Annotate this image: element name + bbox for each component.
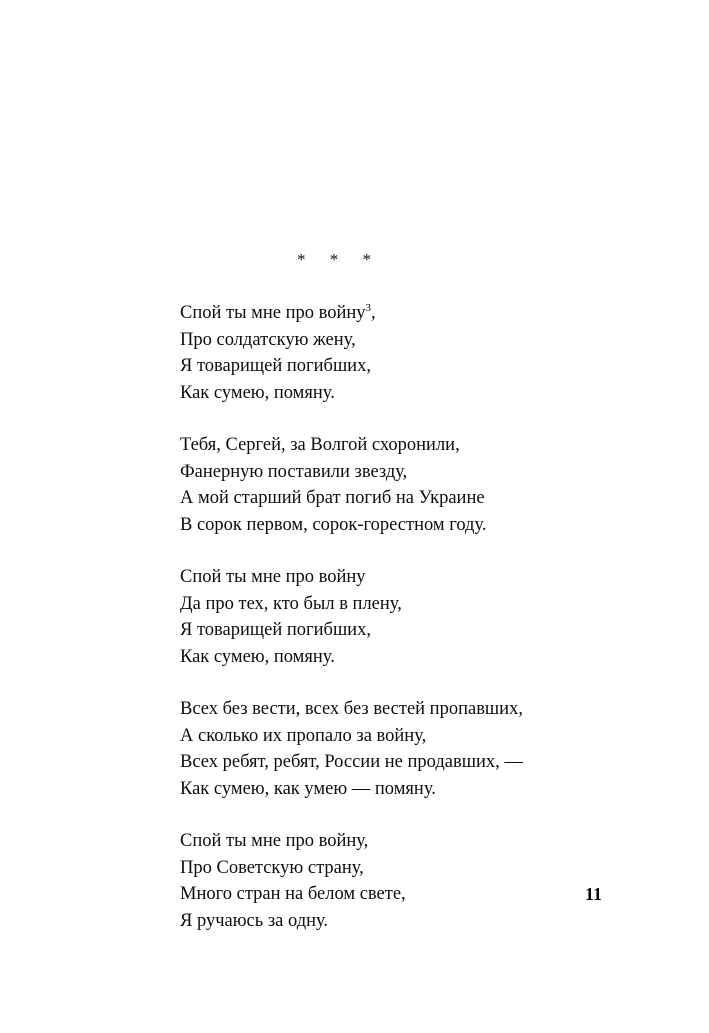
poem-line <box>180 696 640 723</box>
poem-line <box>180 380 640 407</box>
poem-line-text: Как сумею, помяну. <box>180 646 335 667</box>
poem-line <box>180 564 640 591</box>
poem-line-text: Фанерную поставили звезду, <box>180 461 408 482</box>
poem-line-text: Спой ты мне про войну <box>180 303 366 323</box>
poem-line-text: Да про тех, кто был в плену, <box>180 593 402 614</box>
poem-line-tail: , <box>371 303 376 323</box>
poem-line <box>180 485 640 512</box>
poem-line-text: Много стран на белом свете, <box>180 884 406 904</box>
stanza <box>180 564 640 670</box>
poem-line <box>180 855 640 882</box>
poem-line <box>180 353 640 380</box>
poem-line <box>180 828 640 855</box>
poem-line <box>180 512 640 539</box>
stanza <box>180 432 640 538</box>
poem-line <box>180 300 640 327</box>
poem-line-text: В сорок первом, сорок-горестном году. <box>180 514 487 535</box>
poem-line <box>180 591 640 618</box>
poem-line-text: Спой ты мне про войну <box>180 567 366 587</box>
page-number: 11 <box>585 884 603 904</box>
poem-line <box>180 432 640 459</box>
poem-line <box>180 327 640 354</box>
poem-line-text: Спой ты мне про войну, <box>180 831 369 851</box>
poem-line <box>180 908 640 935</box>
poem-line <box>180 459 640 486</box>
poem-line-text: А мой старший брат погиб на Украине <box>180 488 485 508</box>
poem-line-text: Про Советскую страну, <box>180 857 364 878</box>
poem-line-text: Я ручаюсь за одну. <box>180 910 329 931</box>
stanza <box>180 696 640 802</box>
poem-line-text: Я товарищей погибших, <box>180 356 371 376</box>
stanza-separator: * * * <box>297 250 381 269</box>
poem-line-text: Тебя, Сергей, за Волгой схоронили, <box>180 435 460 455</box>
poem-line-text: Всех без вести, всех без вестей пропавших, <box>180 699 523 719</box>
poem-line <box>180 881 640 908</box>
poem-line-text: Про солдатскую жену, <box>180 329 356 350</box>
poem-line-text: Я товарищей погибших, <box>180 620 371 640</box>
poem-line-text: Как сумею, как умею — помяну. <box>180 778 436 799</box>
footnote-marker: 3 <box>365 301 372 314</box>
poem-line <box>180 749 640 776</box>
poem-line <box>180 617 640 644</box>
poem-line <box>180 776 640 803</box>
poem-line-text: Всех ребят, ребят, России не продавших, — <box>180 752 523 772</box>
poem-line-text: Как сумею, помяну. <box>180 382 335 403</box>
poem-line <box>180 644 640 671</box>
poem-line-text: А сколько их пропало за войну, <box>180 725 427 746</box>
poem-line <box>180 723 640 750</box>
stanza <box>180 828 640 934</box>
poem-body <box>180 300 640 960</box>
stanza <box>180 300 640 406</box>
